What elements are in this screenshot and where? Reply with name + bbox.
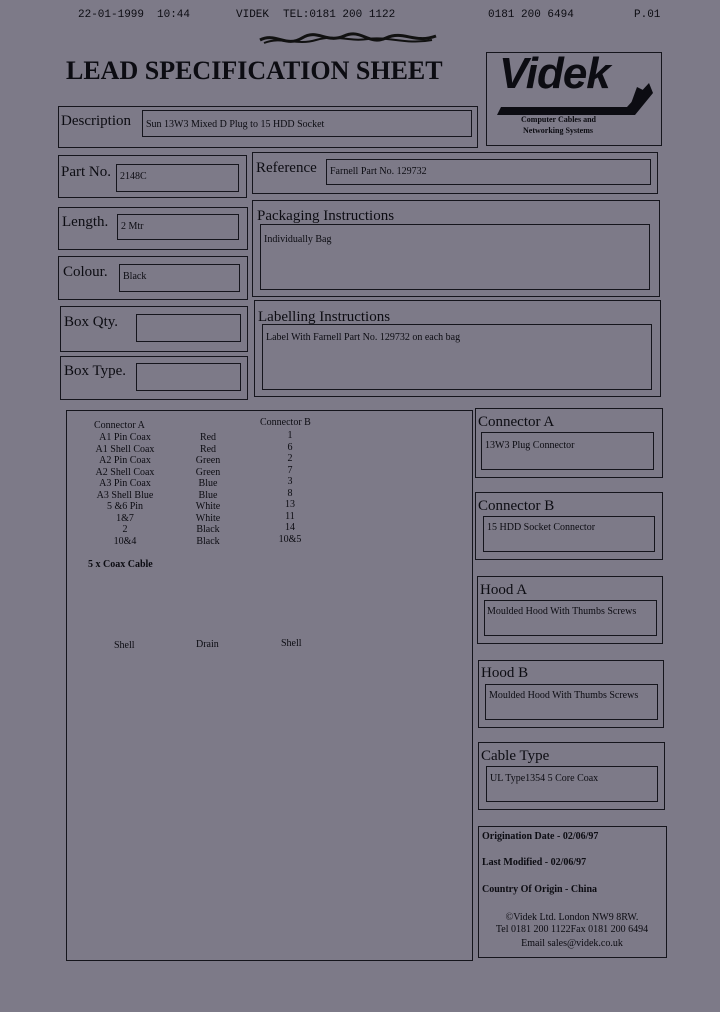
box-type-label: Box Type. — [64, 363, 127, 379]
wire-colour-7: White — [195, 501, 221, 512]
wiring-column-a — [70, 432, 180, 547]
wire-colour-6: Blue — [198, 489, 218, 501]
reference-label: Reference — [256, 160, 317, 176]
labelling-value: Label With Farnell Part No. 129732 on each bag — [266, 332, 461, 343]
wire-a-9: 2 — [122, 524, 128, 535]
connector-a-field[interactable] — [481, 432, 654, 470]
logo-tagline-1: Computer Cables and — [521, 115, 596, 124]
drain-label: Drain — [196, 639, 219, 650]
wire-b-8: 11 — [285, 510, 295, 522]
wire-a-7: 5 &6 Pin — [106, 501, 144, 512]
page-title: LEAD SPECIFICATION SHEET — [66, 56, 443, 85]
wire-a-10: 10&4 — [113, 535, 137, 547]
company-telfax: Tel 0181 200 1122Fax 0181 200 6494 — [495, 924, 649, 935]
reference-value: Farnell Part No. 129732 — [330, 166, 427, 177]
company-address: ©Videk Ltd. London NW9 8RW. — [505, 912, 639, 923]
description-label: Description — [61, 113, 131, 129]
wire-b-4: 7 — [287, 464, 293, 476]
box-qty-label: Box Qty. — [64, 314, 119, 330]
logo-tagline-2: Networking Systems — [523, 126, 593, 135]
wire-a-6: A3 Shell Blue — [96, 489, 154, 501]
colour-value: Black — [123, 271, 147, 282]
wire-a-5: A3 Pin Coax — [99, 478, 151, 489]
wire-colour-4: Green — [195, 466, 221, 478]
length-label: Length. — [62, 214, 109, 230]
wire-b-7: 13 — [285, 499, 295, 510]
fax-sender: VIDEK — [236, 9, 270, 21]
cable-type-field[interactable] — [486, 766, 658, 802]
box-type-field[interactable] — [136, 363, 241, 391]
wiring-column-b — [265, 430, 315, 545]
connector-b-value: 15 HDD Socket Connector — [487, 522, 596, 533]
packaging-label: Packaging Instructions — [257, 208, 395, 224]
country-of-origin: Country Of Origin - China — [482, 884, 598, 895]
part-no-label: Part No. — [61, 164, 111, 180]
cable-type-value: UL Type1354 5 Core Coax — [490, 773, 599, 784]
wire-b-10: 10&5 — [278, 533, 302, 545]
wire-colour-2: Red — [199, 443, 217, 455]
length-value: 2 Mtr — [121, 221, 144, 232]
fax-time: 10:44 — [157, 9, 191, 21]
hood-b-label: Hood B — [481, 665, 529, 681]
wire-a-4: A2 Shell Coax — [95, 466, 155, 478]
wire-a-3: A2 Pin Coax — [99, 455, 151, 466]
wire-colour-10: Black — [196, 535, 220, 547]
wire-colour-3: Green — [195, 455, 221, 466]
wire-b-3: 2 — [287, 453, 293, 464]
connector-a-label: Connector A — [478, 414, 555, 430]
connector-b-label: Connector B — [478, 498, 555, 514]
wire-a-2: A1 Shell Coax — [95, 443, 155, 455]
wire-b-2: 6 — [287, 441, 293, 453]
fax-date: 22-01-1999 — [78, 9, 145, 21]
packaging-value: Individually Bag — [264, 234, 332, 245]
connector-a-value: 13W3 Plug Connector — [485, 440, 575, 451]
shell-a-label: Shell — [114, 640, 135, 651]
hood-a-value: Moulded Hood With Thumbs Screws — [487, 606, 637, 617]
wiring-column-colour — [178, 432, 238, 547]
description-value: Sun 13W3 Mixed D Plug to 15 HDD Socket — [146, 119, 325, 130]
company-email: Email sales@videk.co.uk — [521, 938, 623, 949]
wire-colour-1: Red — [199, 432, 217, 443]
origination-date: Origination Date - 02/06/97 — [482, 831, 599, 842]
wire-b-5: 3 — [287, 476, 293, 487]
fax-tel: TEL:0181 200 1122 — [283, 9, 396, 21]
logo-brand: Videk — [499, 49, 610, 98]
wire-a-1: A1 Pin Coax — [99, 432, 151, 443]
wiring-header-b: Connector B — [260, 417, 311, 428]
cable-note: 5 x Coax Cable — [88, 559, 153, 570]
wire-colour-9: Black — [196, 524, 220, 535]
cable-type-label: Cable Type — [481, 748, 550, 764]
fax-number: 0181 200 6494 — [488, 9, 574, 21]
hood-a-label: Hood A — [480, 582, 528, 598]
hood-b-value: Moulded Hood With Thumbs Screws — [489, 690, 639, 701]
fax-page: P.01 — [634, 9, 661, 21]
last-modified: Last Modified - 02/06/97 — [482, 857, 587, 868]
shell-b-label: Shell — [281, 638, 302, 649]
box-qty-field[interactable] — [136, 314, 241, 342]
labelling-label: Labelling Instructions — [258, 309, 391, 325]
wire-b-1: 1 — [287, 430, 293, 441]
wire-colour-5: Blue — [198, 478, 218, 489]
logo-box — [486, 49, 662, 146]
wiring-header-a: Connector A — [94, 420, 145, 431]
part-no-value: 2148C — [120, 171, 147, 182]
wire-colour-8: White — [195, 512, 221, 524]
wire-a-8: 1&7 — [116, 512, 134, 524]
wire-b-6: 8 — [287, 487, 293, 499]
handwritten-scribble — [256, 30, 440, 50]
colour-label: Colour. — [63, 264, 108, 280]
wire-b-9: 14 — [285, 522, 295, 533]
